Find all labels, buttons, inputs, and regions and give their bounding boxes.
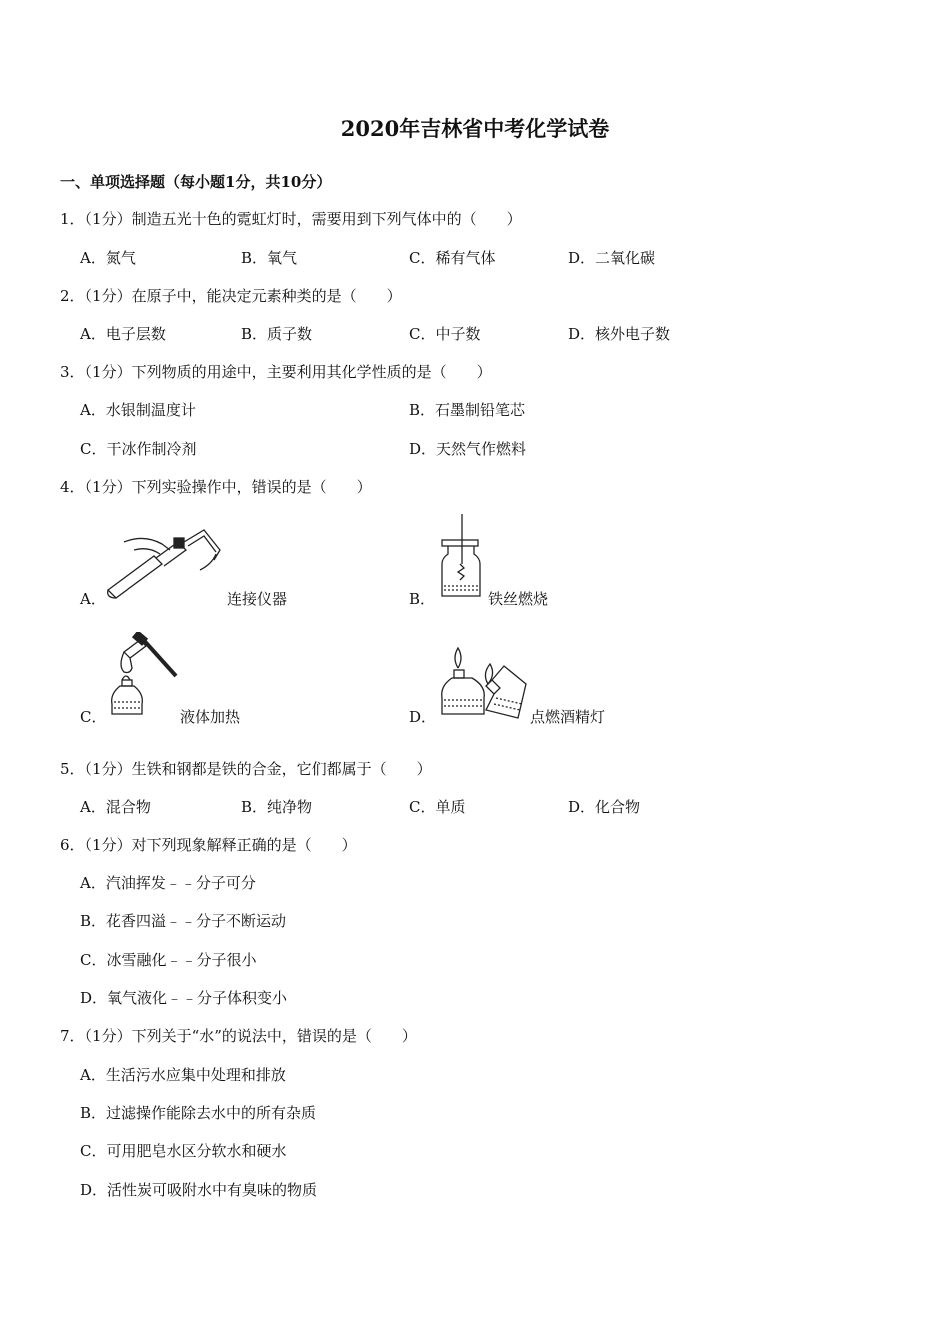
question-5-stem: 5．（1分）生铁和钢都是铁的合金，它们都属于（ ） [60, 760, 432, 778]
liquid-heating-figure [106, 632, 178, 718]
q4-caption-a: 连接仪器 [227, 590, 288, 608]
question-7-stem: 7．（1分）下列关于“水”的说法中，错误的是（ ） [60, 1027, 417, 1045]
q1-option-a[interactable]: A．氮气 [80, 249, 136, 267]
light-alcohol-lamp-figure [438, 640, 530, 720]
q2-option-d[interactable]: D．核外电子数 [568, 325, 671, 343]
q6-option-b[interactable]: B．花香四溢﹣﹣分子不断运动 [80, 912, 287, 930]
q5-option-c[interactable]: C．单质 [409, 798, 466, 816]
q4-option-b[interactable]: B． [409, 590, 436, 608]
q7-option-c[interactable]: C．可用肥皂水区分软水和硬水 [80, 1142, 287, 1160]
iron-wire-burning-figure [438, 512, 484, 600]
q7-option-b[interactable]: B．过滤操作能除去水中的所有杂质 [80, 1104, 317, 1122]
section-heading: 一、单项选择题（每小题1分，共10分） [60, 173, 332, 191]
question-3-stem: 3．（1分）下列物质的用途中，主要利用其化学性质的是（ ） [60, 363, 492, 381]
q6-option-a[interactable]: A．汽油挥发﹣﹣分子可分 [80, 874, 256, 892]
q4-caption-b: 铁丝燃烧 [488, 590, 549, 608]
question-2-stem: 2．（1分）在原子中，能决定元素种类的是（ ） [60, 287, 402, 305]
connect-apparatus-figure [104, 520, 226, 600]
q7-option-a[interactable]: A．生活污水应集中处理和排放 [80, 1066, 286, 1084]
question-6-stem: 6．（1分）对下列现象解释正确的是（ ） [60, 836, 357, 854]
q3-option-a[interactable]: A．水银制温度计 [80, 401, 196, 419]
q1-option-b[interactable]: B．氧气 [241, 249, 298, 267]
q5-option-a[interactable]: A．混合物 [80, 798, 151, 816]
q4-caption-d: 点燃酒精灯 [530, 708, 606, 726]
page-title: 2020年吉林省中考化学试卷 [340, 116, 610, 141]
q3-option-c[interactable]: C．干冰作制冷剂 [80, 440, 197, 458]
q4-option-d[interactable]: D． [409, 708, 437, 726]
question-1-stem: 1．（1分）制造五光十色的霓虹灯时，需要用到下列气体中的（ ） [60, 210, 522, 228]
q6-option-d[interactable]: D．氧气液化﹣﹣分子体积变小 [80, 989, 288, 1007]
q2-option-c[interactable]: C．中子数 [409, 325, 481, 343]
q3-option-b[interactable]: B．石墨制铅笔芯 [409, 401, 526, 419]
q4-caption-c: 液体加热 [180, 708, 241, 726]
q1-option-d[interactable]: D．二氧化碳 [568, 249, 656, 267]
q3-option-d[interactable]: D．天然气作燃料 [409, 440, 527, 458]
q1-option-c[interactable]: C．稀有气体 [409, 249, 496, 267]
question-4-stem: 4．（1分）下列实验操作中，错误的是（ ） [60, 478, 372, 496]
q4-option-a[interactable]: A． [80, 590, 106, 608]
q5-option-b[interactable]: B．纯净物 [241, 798, 313, 816]
q7-option-d[interactable]: D．活性炭可吸附水中有臭味的物质 [80, 1181, 318, 1199]
q2-option-b[interactable]: B．质子数 [241, 325, 313, 343]
q4-option-c[interactable]: C． [80, 708, 107, 726]
q5-option-d[interactable]: D．化合物 [568, 798, 641, 816]
q2-option-a[interactable]: A．电子层数 [80, 325, 166, 343]
q6-option-c[interactable]: C．冰雪融化﹣﹣分子很小 [80, 951, 257, 969]
